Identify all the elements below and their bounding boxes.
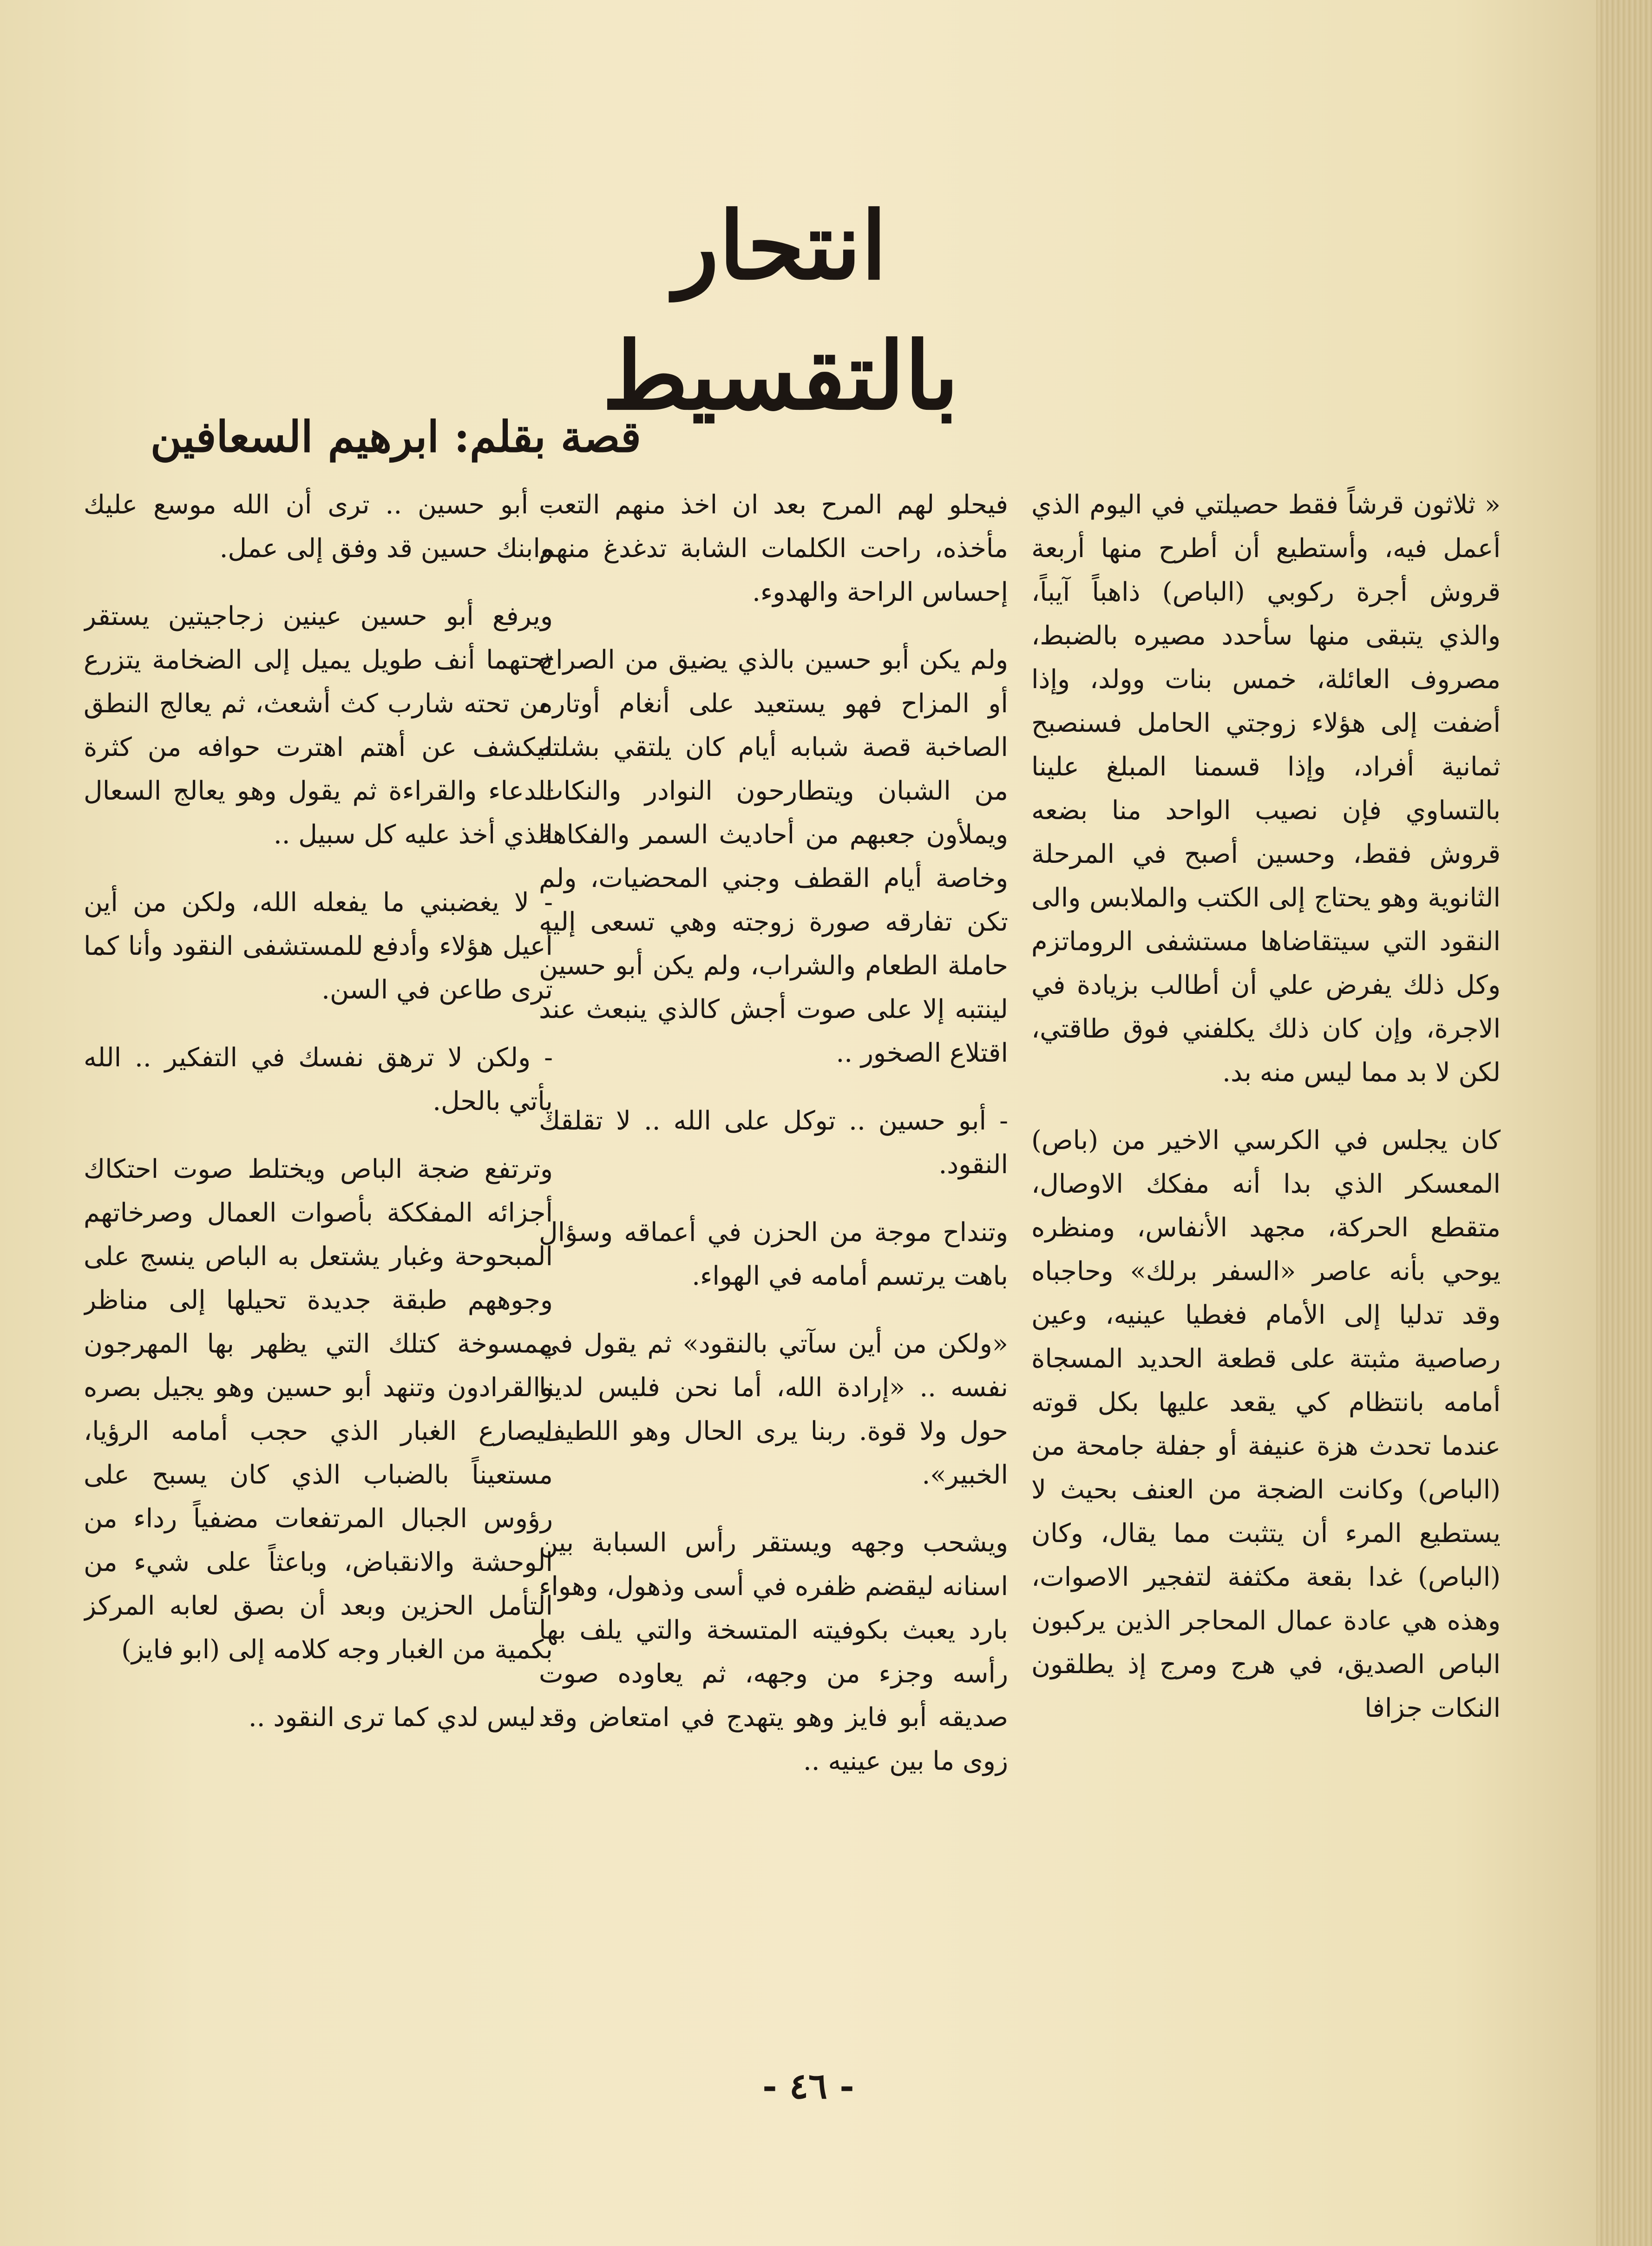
page-number: - ٤٦ - (762, 2065, 854, 2107)
paragraph: وترتفع ضجة الباص ويختلط صوت احتكاك أجزائه المفككة بأصوات العمال وصرخاتهم المبحوحة وغبار يشتعل به الباص ينسج على وجوههم طبقة جديدة تحيلها إلى مناظر ممسوخة كتلك التي يظهر بها المهرجون والقرادون وتنهد أبو حسين وهو يجيل بصره ليصارع الغبار الذي حجب أمامه الرؤيا، مستعيناً بالضباب الذي كان يسبح على رؤوس الجبال المرتفعات مضفياً رداء من الوحشة والانقباض، وباعثاً على شيء من التأمل الحزين وبعد أن بصق لعابه المركز بكمية من الغبار وجه كلامه إلى (ابو فايز) (84, 1154, 553, 1665)
paragraph: ويشحب وجهه ويستقر رأس السبابة بين اسنانه ليقضم ظفره في أسى وذهول، وهواء بارد يعبث بكوفيته المتسخة والتي يلف بها رأسه وجزء من وجهه، ثم يعاوده صوت صديقه أبو فايز وهو يتهدج في امتعاض وقد زوى ما بين عينيه .. (539, 1528, 1008, 1776)
paragraph: ويرفع أبو حسين عينين زجاجيتين يستقر تحتهما أنف طويل يميل إلى الضخامة يتزرع من تحته شارب كث أشعث، ثم يعالج النطق ليكشف عن أهتم اهترت حوافه من كثرة الدعاء والقراءة ثم يقول وهو يعالج السعال الذي أخذ عليه كل سبيل .. (84, 601, 553, 850)
paragraph: كان يجلس في الكرسي الاخير من (باص) المعسكر الذي بدا أنه مفكك الاوصال، متقطع الحركة، مجهد الأنفاس، ومنظره يوحي بأنه عاصر «السفر برلك» وحاجباه وقد تدليا إلى الأمام فغطيا عينيه، وعين رصاصية مثبتة على قطعة الحديد المسجاة أمامه بانتظام كي يقعد عليها بكل قوته عندما تحدث هزة عنيفة أو جفلة جامحة من (الباص) وكانت الضجة من العنف بحيث لا يستطيع المرء أن يتثبت مما يقال، وكان (الباص) غدا بقعة مكثفة لتفجير الاصوات، وهذه هي عادة عمال المحاجر الذين يركبون الباص الصديق، في هرج ومرج إذ يطلقون النكات جزافا (1031, 1125, 1501, 1723)
text-column-right (1031, 483, 1501, 2068)
page-edge-shadow (1596, 0, 1652, 2246)
text-column-middle (539, 483, 1008, 2068)
article-title: انتحار بالتقسيط (602, 191, 959, 431)
paragraph: - أبو حسين .. توكل على الله .. لا تقلقك النقود. (539, 1106, 1008, 1180)
paragraph: «ولكن من أين سآتي بالنقود» ثم يقول في نفسه .. «إرادة الله، أما نحن فليس لدينا حول ولا قوة. ربنا يرى الحال وهو اللطيف الخبير». (539, 1329, 1008, 1490)
article-byline: قصة بقلم: ابرهيم السعافين (150, 412, 641, 462)
text-column-left (84, 483, 553, 2068)
paragraph: وتنداح موجة من الحزن في أعماقه وسؤال باهت يرتسم أمامه في الهواء. (539, 1217, 1008, 1291)
paragraph: ولم يكن أبو حسين بالذي يضيق من الصراخ أو المزاح فهو يستعيد على أنغام أوتاره الصاخبة قصة شبابه أيام كان يلتقي بشلته من الشبان ويتطارحون النوادر والنكات ويملأون جعبهم من أحاديث السمر والفكاهة وخاصة أيام القطف وجني المحضيات، ولم تكن تفارقه صورة زوجته وهي تسعى إليه حاملة الطعام والشراب، ولم يكن أبو حسين لينتبه إلا على صوت أجش كالذي ينبعث عند اقتلاع الصخور .. (539, 645, 1008, 1068)
paragraph: - لا يغضبني ما يفعله الله، ولكن من أين أعيل هؤلاء وأدفع للمستشفى النقود وأنا كما ترى طاعن في السن. (84, 887, 553, 1005)
paragraph: - ليس لدي كما ترى النقود .. (248, 1702, 553, 1733)
paragraph: فيحلو لهم المرح بعد ان اخذ منهم التعب مأخذه، راحت الكلمات الشابة تدغدغ منهم إحساس الراحة والهدوء. (539, 490, 1008, 607)
paragraph: - ولكن لا ترهق نفسك في التفكير .. الله يأتي بالحل. (84, 1043, 553, 1116)
paragraph: « ثلاثون قرشاً فقط حصيلتي في اليوم الذي أعمل فيه، وأستطيع أن أطرح منها أربعة قروش أجرة ركوبي (الباص) ذاهباً آيباً، والذي يتبقى منها سأحدد مصيره بالضبط، مصروف العائلة، خمس بنات وولد، وإذا أضفت إلى هؤلاء زوجتي الحامل فسنصبح ثمانية أفراد، وإذا قسمنا المبلغ علينا بالتساوي فإن نصيب الواحد منا بضعه قروش فقط، وحسين أصبح في المرحلة الثانوية وهو يحتاج إلى الكتب والملابس والى النقود التي سيتقاضاها مستشفى الروماتزم وكل ذلك يفرض علي أن أطالب بزيادة في الاجرة، وإن كان ذلك يكلفني فوق طاقتي، لكن لا بد مما ليس منه بد. (1031, 490, 1501, 1088)
paragraph: - أبو حسين .. ترى أن الله موسع عليك وابنك حسين قد وفق إلى عمل. (84, 490, 553, 564)
